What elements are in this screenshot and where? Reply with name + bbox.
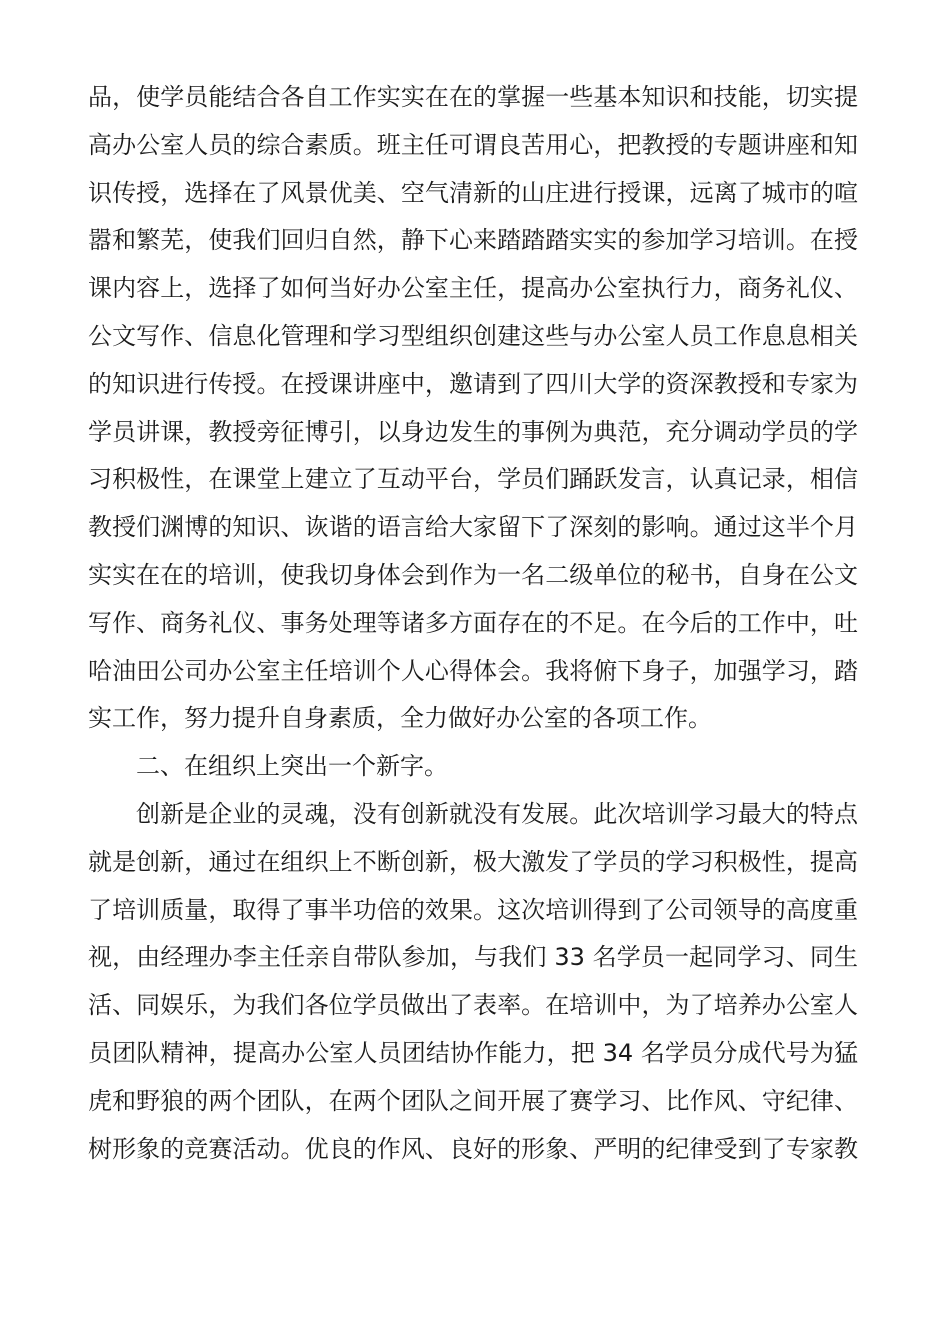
text-line: 视，由经理办李主任亲自带队参加，与我们 33 名学员一起同学习、同生 xyxy=(88,943,858,972)
text-line: 实实在在的培训，使我切身体会到作为一名二级单位的秘书，自身在公文 xyxy=(88,560,858,589)
text-line: 创新是企业的灵魂，没有创新就没有发展。此次培训学习最大的特点 xyxy=(136,799,858,828)
document-body xyxy=(88,74,858,1173)
text-line: 嚣和繁芜，使我们回归自然，静下心来踏踏踏实实的参加学习培训。在授 xyxy=(88,226,858,255)
text-line: 活、同娱乐，为我们各位学员做出了表率。在培训中，为了培养办公室人 xyxy=(88,991,858,1020)
text-line: 的知识进行传授。在授课讲座中，邀请到了四川大学的资深教授和专家为 xyxy=(88,369,858,398)
text-line: 学员讲课，教授旁征博引，以身边发生的事例为典范，充分调动学员的学 xyxy=(88,417,858,446)
text-line: 就是创新，通过在组织上不断创新，极大激发了学员的学习积极性，提高 xyxy=(88,847,858,876)
text-line: 实工作，努力提升自身素质，全力做好办公室的各项工作。 xyxy=(88,704,712,733)
text-line: 课内容上，选择了如何当好办公室主任，提高办公室执行力，商务礼仪、 xyxy=(88,274,858,303)
text-line: 高办公室人员的综合素质。班主任可谓良苦用心，把教授的专题讲座和知 xyxy=(88,130,858,159)
text-line: 了培训质量，取得了事半功倍的效果。这次培训得到了公司领导的高度重 xyxy=(88,895,858,924)
text-line: 公文写作、信息化管理和学习型组织创建这些与办公室人员工作息息相关 xyxy=(88,321,858,350)
text-line: 教授们渊博的知识、诙谐的语言给大家留下了深刻的影响。通过这半个月 xyxy=(88,513,858,542)
text-line: 树形象的竞赛活动。优良的作风、良好的形象、严明的纪律受到了专家教 xyxy=(88,1134,858,1163)
text-line: 品，使学员能结合各自工作实实在在的掌握一些基本知识和技能，切实提 xyxy=(88,83,858,111)
text-line: 员团队精神，提高办公室人员团结协作能力，把 34 名学员分成代号为猛 xyxy=(88,1038,858,1067)
text-line: 写作、商务礼仪、事务处理等诸多方面存在的不足。在今后的工作中，吐 xyxy=(88,608,858,637)
text-line: 哈油田公司办公室主任培训个人心得体会。我将俯下身子，加强学习，踏 xyxy=(88,656,858,685)
text-line: 二、在组织上突出一个新字。 xyxy=(136,752,448,781)
text-line: 习积极性，在课堂上建立了互动平台，学员们踊跃发言，认真记录，相信 xyxy=(88,465,858,494)
text-line: 识传授，选择在了风景优美、空气清新的山庄进行授课，远离了城市的喧 xyxy=(88,178,858,207)
text-line: 虎和野狼的两个团队，在两个团队之间开展了赛学习、比作风、守纪律、 xyxy=(88,1086,858,1115)
